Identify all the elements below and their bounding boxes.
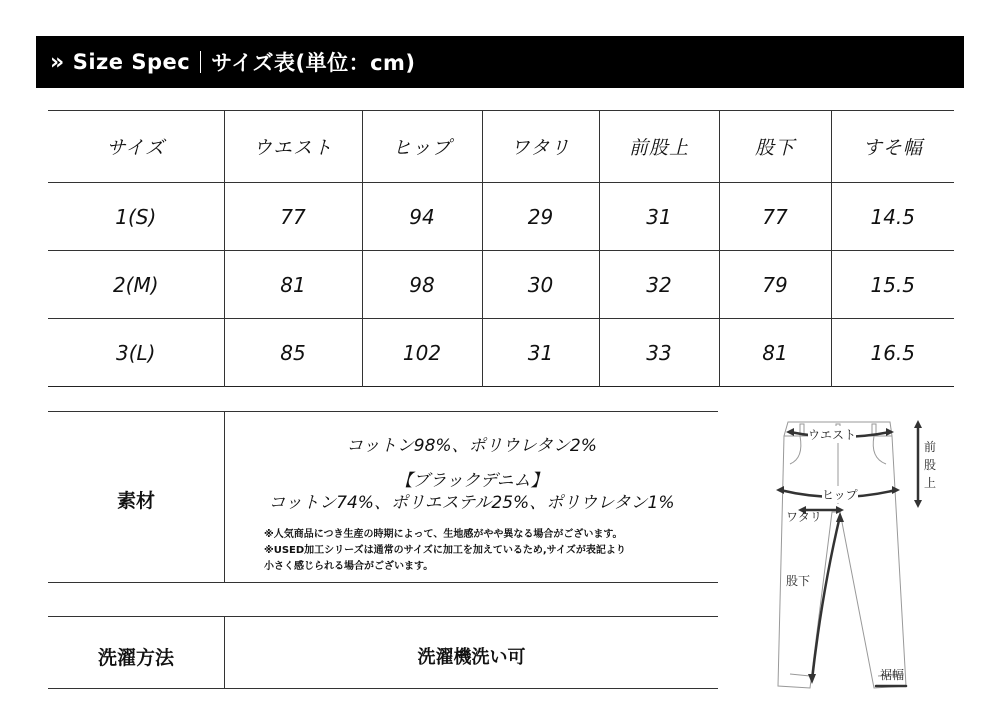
header-title-en: Size Spec [72, 50, 191, 74]
table-cell: 33 [599, 319, 719, 387]
table-cell: 79 [719, 251, 831, 319]
double-chevron-icon: » [50, 49, 65, 75]
table-cell: 29 [482, 183, 599, 251]
table-cell: 2(M) [48, 251, 224, 319]
material-line-2: 【ブラックデニム】 [395, 471, 548, 491]
material-line-3: コットン74%、ポリエステル25%、ポリウレタン1% [268, 493, 675, 513]
material-top-rule [48, 411, 718, 412]
table-cell: 1(S) [48, 183, 224, 251]
table-row [48, 183, 954, 251]
header-waist: ウエスト [224, 111, 362, 183]
diagram-waist-label: ウエスト [808, 428, 857, 442]
table-row [48, 319, 954, 387]
header-thigh: ワタリ [482, 111, 599, 183]
size-table-header-row [48, 111, 954, 183]
header-divider [200, 51, 201, 73]
header-inseam: 股下 [719, 111, 831, 183]
header-hip: ヒップ [362, 111, 482, 183]
table-cell: 102 [362, 319, 482, 387]
diagram-inseam-label: 股下 [786, 574, 811, 588]
diagram-rise-label-1: 前 [924, 440, 937, 454]
table-cell: 98 [362, 251, 482, 319]
section-header [36, 36, 964, 88]
table-cell: 30 [482, 251, 599, 319]
diagram-rise-label-3: 上 [924, 476, 937, 490]
table-row [48, 251, 954, 319]
table-cell: 94 [362, 183, 482, 251]
material-note-1: ※人気商品につき生産の時期によって、生地感がやや異なる場合がございます。 [264, 529, 623, 540]
washing-label: 洗濯方法 [97, 647, 174, 669]
size-table [48, 110, 954, 387]
table-cell: 14.5 [831, 183, 954, 251]
table-cell: 16.5 [831, 319, 954, 387]
header-size: サイズ [48, 111, 224, 183]
table-cell: 31 [599, 183, 719, 251]
material-line-1: コットン98%、ポリウレタン2% [346, 436, 597, 456]
material-note-2: ※USED加工シリーズは通常のサイズに加工を加えているため,サイズが表記より [264, 545, 626, 556]
table-cell: 31 [482, 319, 599, 387]
material-note-3: 小さく感じられる場合がございます。 [264, 561, 434, 572]
pants-diagram [760, 412, 956, 696]
material-label: 素材 [116, 490, 155, 512]
header-hem-width: すそ幅 [831, 111, 954, 183]
table-cell: 15.5 [831, 251, 954, 319]
table-cell: 81 [719, 319, 831, 387]
diagram-thigh-label: ワタリ [786, 510, 822, 524]
table-cell: 85 [224, 319, 362, 387]
table-cell: 77 [224, 183, 362, 251]
diagram-hem-label: 裾幅 [880, 668, 905, 682]
material-bottom-rule [48, 582, 718, 583]
washing-top-rule [48, 616, 718, 617]
header-title-ja: サイズ表(単位：cm) [211, 51, 416, 75]
table-cell: 81 [224, 251, 362, 319]
table-cell: 32 [599, 251, 719, 319]
diagram-hip-label: ヒップ [822, 488, 858, 502]
header-front-rise: 前股上 [599, 111, 719, 183]
washing-bottom-rule [48, 688, 718, 689]
washing-value: 洗濯機洗い可 [417, 647, 526, 668]
diagram-rise-label-2: 股 [924, 458, 937, 472]
table-cell: 77 [719, 183, 831, 251]
table-cell: 3(L) [48, 319, 224, 387]
